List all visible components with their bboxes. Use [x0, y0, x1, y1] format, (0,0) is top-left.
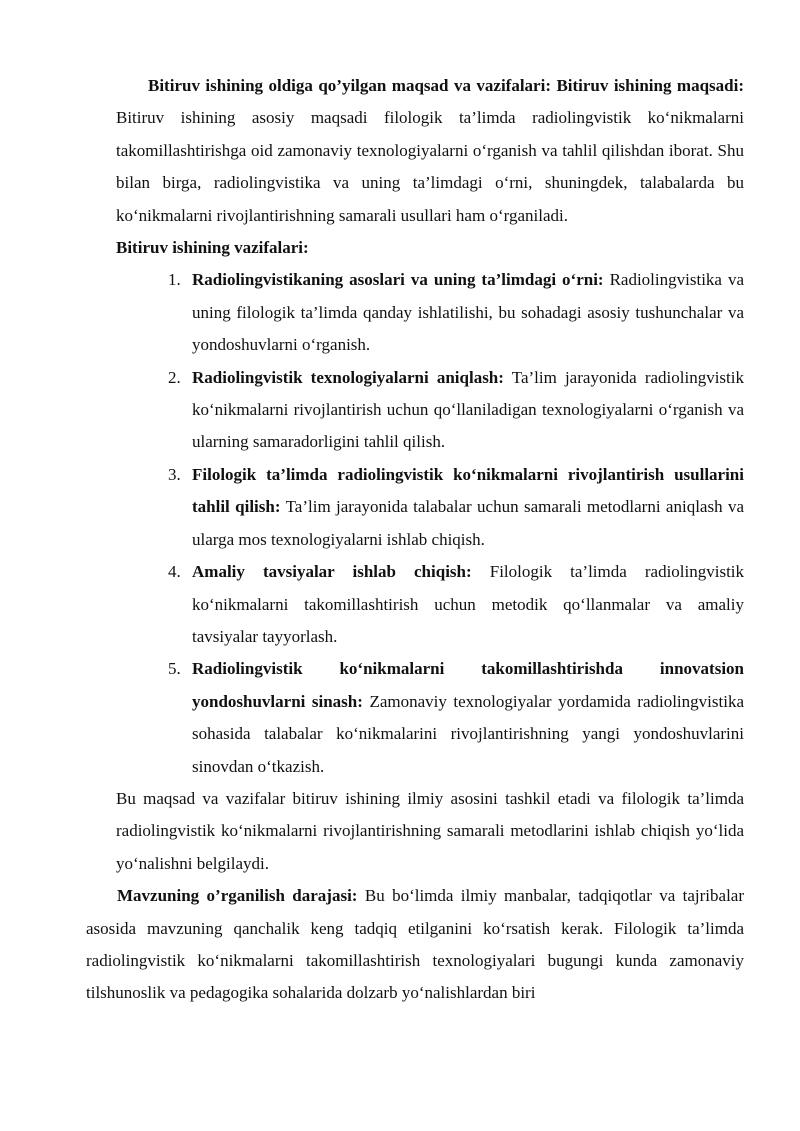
list-item [116, 362, 744, 459]
list-item [116, 264, 744, 361]
aim-label: Bitiruv ishining maqsadi: [556, 76, 745, 95]
tasks-heading: Bitiruv ishining vazifalari: [116, 238, 309, 258]
list-item-text: Ta’lim jarayonida talabalar uchun samarali metodlarni aniqlash va ularga mos texnologiyalarni ishlab chiqish. [192, 497, 744, 549]
study-level-label: Mavzuning o’rganilish darajasi: [117, 886, 358, 906]
tasks-list [116, 264, 744, 783]
list-item-number: 1. [168, 270, 181, 290]
study-level-paragraph [86, 880, 744, 1010]
study-level-text: Bu bo‘limda ilmiy manbalar, tadqiqotlar va tajribalar asosida mavzuning qanchalik keng tadqiq etilganini ko‘rsatish kerak. Filologik ta’limda radiolingvistik ko‘nikmalarni takomillashtirish texnologiyalari bugungi kunda zamonaviy tilshunoslik va pedagogika sohalarida dolzarb yo‘nalishlardan biri [86, 886, 745, 1003]
list-item-title: Amaliy tavsiyalar ishlab chiqish: [192, 562, 472, 582]
list-item [116, 459, 744, 556]
list-item-text: Zamonaviy texnologiyalar yordamida radiolingvistika sohasida talabalar ko‘nikmalarini rivojlantirishning yangi yondoshuvlarini sinovdan o‘tkazish. [192, 691, 744, 776]
aim-text: Bitiruv ishining asosiy maqsadi filologik ta’limda radiolingvistik ko‘nikmalarni takomillashtirishga oid zamonaviy texnologiyalarni o‘rganish va tahlil qilishdan iborat. Shu bilan birga, radiolingvistika va uning ta’limdagi o‘rni, shuningdek, talabalarda bu ko‘nikmalarni rivojlantirishning samarali usullari ham o‘rganiladi. [116, 108, 744, 225]
list-item [116, 556, 744, 653]
aim-section [86, 70, 744, 880]
list-item-title: Radiolingvistik ko‘nikmalarni takomillashtirishda innovatsion yondoshuvlarni sinash: [192, 659, 744, 711]
list-item-number: 4. [168, 562, 181, 582]
list-item-number: 2. [168, 367, 181, 387]
list-item [116, 653, 744, 783]
list-item-text: Filologik ta’limda radiolingvistik ko‘nikmalarni takomillashtirish uchun metodik qo‘llanmalar va amaliy tavsiyalar tayyorlash. [192, 562, 745, 646]
list-item-text: Radiolingvistika va uning filologik ta’limda qanday ishlatilishi, bu sohadagi asosiy tushunchalar va yondoshuvlarni o‘rganish. [192, 270, 744, 355]
list-item-text: Ta’lim jarayonida radiolingvistik ko‘nikmalarni rivojlantirish uchun qo‘llaniladigan texnologiyalarni o‘rganish va ularning samaradorligini tahlil qilish. [192, 367, 744, 452]
list-item-number: 3. [168, 464, 181, 484]
list-item-number: 5. [168, 659, 181, 679]
list-item-title: Filologik ta’limda radiolingvistik ko‘nikmalarni rivojlantirish usullarini tahlil qilish: [192, 464, 744, 517]
conclusion-paragraph: Bu maqsad va vazifalar bitiruv ishining ilmiy asosini tashkil etadi va filologik ta’limda radiolingvistik ko‘nikmalarni rivojlantirishning samarali metodlarini ishlab chiqish yo‘lida yo‘nalishni belgilaydi. [116, 788, 744, 873]
aim-paragraph [116, 70, 744, 232]
document-body [86, 70, 744, 1010]
list-item-title: Radiolingvistikaning asoslari va uning ta’limdagi o‘rni: [192, 270, 604, 290]
section-heading: Bitiruv ishining oldiga qo’yilgan maqsad va vazifalari: [148, 76, 551, 95]
list-item-title: Radiolingvistik texnologiyalarni aniqlash: [192, 367, 504, 387]
